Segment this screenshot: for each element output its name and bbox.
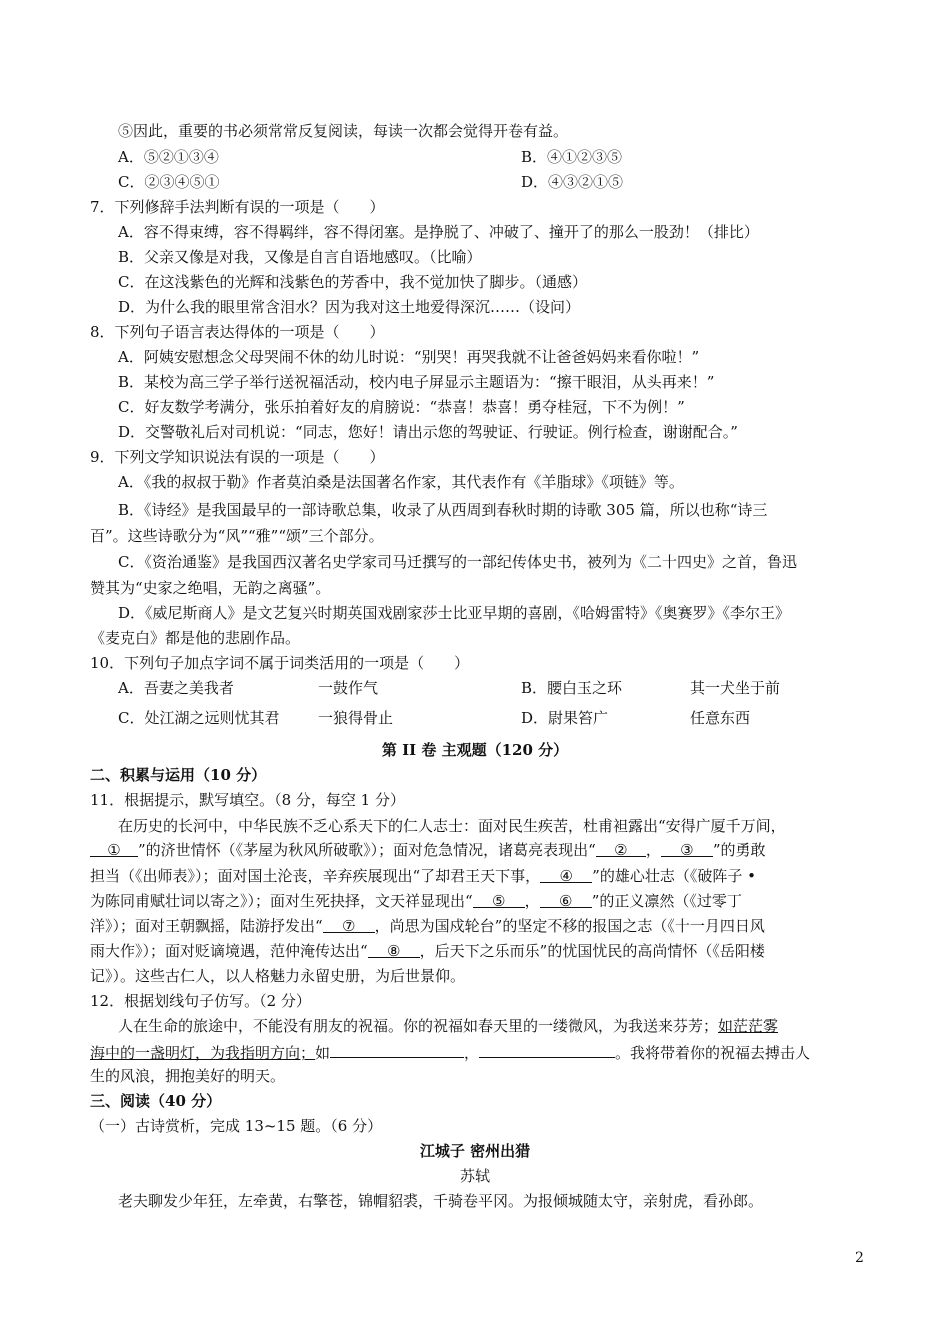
q6-option-b: B．④①②③⑤ <box>521 148 623 166</box>
q10-option-d-phrase2: 任意东西 <box>690 709 751 727</box>
blank-mark: ⑦ <box>341 917 356 935</box>
q11-line4-text-c: ”的正义凛然（《过零丁 <box>591 892 742 910</box>
q10-option-a-phrase2: 一鼓作气 <box>318 679 379 697</box>
q8-option-a: A．阿姨安慰想念父母哭闹不休的幼儿时说：“别哭！再哭我就不让爸爸妈妈来看你啦！” <box>118 348 700 366</box>
q9-option-a: A．《我的叔叔于勒》作者莫泊桑是法国著名作家，其代表作有《羊脂球》《项链》等。 <box>118 473 684 491</box>
q8-option-d: D．交警敬礼后对司机说：“同志，您好！请出示您的驾驶证、行驶证。例行检查，谢谢配合。” <box>118 423 738 441</box>
poem-intro: （一）古诗赏析，完成 13~15 题。（6 分） <box>90 1117 383 1135</box>
q6-option-c: C．②③④⑤① <box>118 173 220 191</box>
q11-line5-text-a: 洋》）；面对王朝飘摇，陆游抒发出“ <box>90 917 323 935</box>
q7-option-d: D．为什么我的眼里常含泪水？因为我对这土地爱得深沉……（设问） <box>118 298 581 316</box>
q11-line5-text-b: ，尚思为国戍轮台”的坚定不移的报国之志（《十一月四日风 <box>374 917 765 935</box>
q8-option-b: B．某校为高三学子举行送祝福活动，校内电子屏显示主题语为：“擦干眼泪，从头再来！” <box>118 373 715 391</box>
q11-line4 <box>90 891 742 911</box>
q9-option-c-line2: 赞其为“史家之绝唱，无韵之离骚”。 <box>90 579 331 597</box>
section3-heading: 三、阅读（40 分） <box>90 1092 222 1110</box>
q11-line3-text-b: ”的雄心壮志（《破阵子 • <box>592 867 756 885</box>
q11-blank-8[interactable] <box>368 941 420 958</box>
q10-option-c-phrase1: C．处江湖之远则忧其君 <box>118 709 280 727</box>
q9-option-c-line1: C．《资治通鉴》是我国西汉著名史学家司马迁撰写的一部纪传体史书，被列为《二十四史》之首，鲁迅 <box>118 553 797 571</box>
q12-blank-2[interactable] <box>479 1041 615 1058</box>
blank-mark: ⑧ <box>386 942 401 960</box>
q11-line6-text-a: 雨大作》）；面对贬谪境遇，范仲淹传达出“ <box>90 942 368 960</box>
blank-mark: ③ <box>680 841 694 859</box>
section2-heading: 二、积累与运用（10 分） <box>90 766 267 784</box>
q6-option-a: A．⑤②①③④ <box>118 148 219 166</box>
q11-line4-text-a: 为陈同甫赋壮词以寄之》）；面对生死抉择，文天祥显现出“ <box>90 892 473 910</box>
q11-line4-text-b: ， <box>524 892 540 910</box>
q11-line1: 在历史的长河中，中华民族不乏心系天下的仁人志士：面对民生疾苦，杜甫袒露出“安得广厦千万间， <box>118 817 786 835</box>
q12-line2-text-d: 。我将带着你的祝福去搏击人 <box>615 1044 811 1062</box>
q11-line2-text-c: ”的勇敢 <box>712 841 766 859</box>
q11-line2-text-b: ， <box>645 841 661 859</box>
q11-line2-text-a: ”的济世情怀（《茅屋为秋风所破歌》）；面对危急情况，诸葛亮表现出“ <box>138 841 596 859</box>
q12-stem: 12．根据划线句子仿写。（2 分） <box>90 992 311 1010</box>
blank-mark: ⑥ <box>558 892 573 910</box>
q10-option-c-phrase2: 一狼得骨止 <box>318 709 394 727</box>
page-number: 2 <box>855 1250 864 1266</box>
q10-option-b-phrase2: 其一犬坐于前 <box>690 679 781 697</box>
q11-stem: 11．根据提示，默写填空。（8 分，每空 1 分） <box>90 791 405 809</box>
blank-mark: ① <box>107 841 121 859</box>
blank-mark: ⑤ <box>491 892 506 910</box>
q9-option-b-line2: 百”。这些诗歌分为“风”“雅”“颂”三个部分。 <box>90 527 384 545</box>
poem-title: 江城子 密州出猎 <box>419 1142 531 1160</box>
q11-line6-text-b: ，后天下之乐而乐”的忧国忧民的高尚情怀（《岳阳楼 <box>419 942 765 960</box>
q10-option-a-phrase1: A．吾妻之美我者 <box>118 679 234 697</box>
q7-option-c: C．在这浅紫色的光辉和浅紫色的芳香中，我不觉加快了脚步。（通感） <box>118 273 587 291</box>
q8-option-c: C．好友数学考满分，张乐拍着好友的肩膀说：“恭喜！恭喜！勇夺桂冠，下不为例！” <box>118 398 685 416</box>
q6-statement-5: ⑤因此，重要的书必须常常反复阅读，每读一次都会觉得开卷有益。 <box>118 122 569 140</box>
q12-line1-text: 人在生命的旅途中，不能没有朋友的祝福。你的祝福如春天里的一缕微风，为我送来芬芳； <box>118 1017 719 1035</box>
q12-line1 <box>118 1016 778 1036</box>
q7-stem: 7．下列修辞手法判断有误的一项是（ ） <box>90 198 385 216</box>
q11-line5 <box>90 916 765 936</box>
part2-title: 第 II 卷 主观题（120 分） <box>381 741 569 759</box>
q11-line6 <box>90 941 765 961</box>
q12-blank-1[interactable] <box>330 1041 464 1058</box>
q9-stem: 9．下列文学知识说法有误的一项是（ ） <box>90 448 385 466</box>
q12-line2 <box>90 1041 810 1063</box>
q11-blank-2[interactable] <box>596 840 646 857</box>
q10-option-d-phrase1: D．尉果笞广 <box>521 709 609 727</box>
q12-underlined-sentence-end: 海中的一盏明灯，为我指明方向； <box>90 1044 316 1062</box>
q9-option-b-line1: B．《诗经》是我国最早的一部诗歌总集，收录了从西周到春秋时期的诗歌 305 篇，所以也称“诗三 <box>118 501 768 519</box>
blank-mark: ④ <box>559 867 573 885</box>
q11-line2 <box>90 840 766 860</box>
q11-line7: 记》）。这些古仁人，以人格魅力永留史册，为后世景仰。 <box>90 967 466 985</box>
q11-blank-5[interactable] <box>473 891 525 908</box>
q12-line3: 生的风浪，拥抱美好的明天。 <box>90 1067 286 1085</box>
q12-line2-ru: 如 <box>315 1044 331 1062</box>
blank-mark: ② <box>614 841 628 859</box>
q10-option-b-phrase1: B．腰白玉之环 <box>521 679 623 697</box>
q11-blank-6[interactable] <box>540 891 592 908</box>
q11-blank-7[interactable] <box>323 916 375 933</box>
q11-blank-4[interactable] <box>540 866 592 883</box>
poem-author: 苏轼 <box>459 1167 490 1185</box>
q12-line2-comma: ， <box>464 1044 480 1062</box>
q11-blank-1[interactable] <box>90 840 138 857</box>
q11-line3-text-a: 担当（《出师表》）；面对国土沦丧，辛弃疾展现出“了却君王天下事， <box>90 867 541 885</box>
q9-option-d-line2: 《麦克白》都是他的悲剧作品。 <box>90 629 301 647</box>
q11-line3 <box>90 866 756 886</box>
q7-option-b: B．父亲又像是对我，又像是自言自语地感叹。（比喻） <box>118 248 482 266</box>
poem-line-1: 老夫聊发少年狂，左牵黄，右擎苍，锦帽貂裘，千骑卷平冈。为报倾城随太守，亲射虎，看孙郎。 <box>118 1192 764 1210</box>
q6-option-d: D．④③②①⑤ <box>521 173 624 191</box>
q11-blank-3[interactable] <box>661 840 713 857</box>
q10-stem: 10．下列句子加点字词不属于词类活用的一项是（ ） <box>90 654 470 672</box>
q8-stem: 8．下列句子语言表达得体的一项是（ ） <box>90 323 385 341</box>
q12-underlined-sentence-start: 如茫茫雾 <box>718 1017 779 1035</box>
q7-option-a: A．容不得束缚，容不得羁绊，容不得闭塞。是挣脱了、冲破了、撞开了的那么一股劲！（排比） <box>118 223 759 241</box>
q9-option-d-line1: D．《威尼斯商人》是文艺复兴时期英国戏剧家莎士比亚早期的喜剧，《哈姆雷特》《奥赛罗》《李尔王》 <box>118 604 791 622</box>
